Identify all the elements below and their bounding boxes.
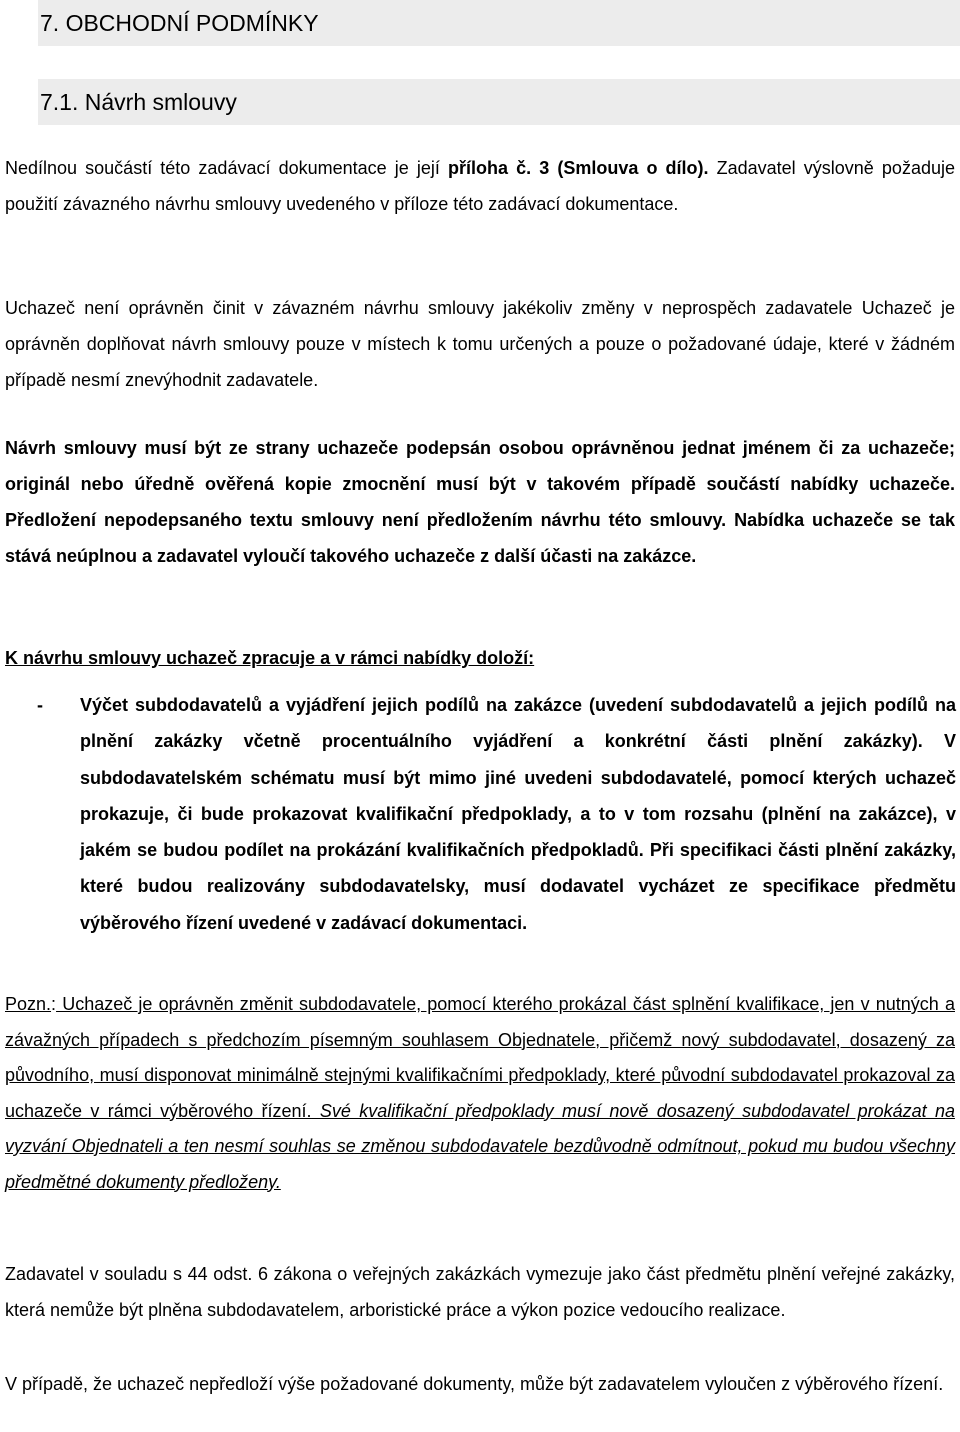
section-heading xyxy=(38,0,960,46)
para1-text-b: Zadavatel výslovně požaduje použití závazného návrhu smlouvy uvedeného v příloze této zadávací dokumentace. xyxy=(5,158,955,214)
note-text-a: Uchazeč je oprávněn změnit subdodavatele, pomocí kterého prokázal část splnění kvalifikace, jen v nutných a závažných případech s předchozím písemným souhlasem Objednatele, přičemž nový subdodavatel, dosazený za původního, musí disponovat minimálně stejnými kvalifikačními předpoklady, které původní subdodavatel prokazoval za uchazeče v rámci výběrového řízení. xyxy=(5,994,955,1121)
para6-text: Zadavatel v souladu s 44 odst. 6 zákona o veřejných zakázkách vymezuje jako část předmětu plnění veřejné zakázky, která nemůže být plněna subdodavatelem, arboristické práce a výkon pozice vedoucího realizace. xyxy=(5,1264,955,1320)
section-heading-text: 7. OBCHODNÍ PODMÍNKY xyxy=(40,9,319,36)
para1-text-a: Nedílnou součástí této zadávací dokumentace je její xyxy=(5,158,448,178)
paragraph-scope-restriction xyxy=(5,1256,955,1328)
para4-text: K návrhu smlouvy uchazeč zpracuje a v rámci nabídky doloží: xyxy=(5,648,535,668)
note-text-b: Své kvalifikační předpoklady musí nově dosazený subdodavatel prokázat na vyzvání Objednateli a ten nesmí souhlas se změnou subdodavatele bezdůvodně odmítnout, pokud mu budou všechny předmětné dokumenty předloženy. xyxy=(5,1100,955,1192)
subsection-heading xyxy=(38,79,960,125)
para2-text: Uchazeč není oprávněn činit v závazném návrhu smlouvy jakékoliv změny v neprospěch zadavatele Uchazeč je oprávněn doplňovat návrh smlouvy pouze v místech k tomu určených a pouze o požadované údaje, které v žádném případě nesmí znevýhodnit zadavatele. xyxy=(5,298,955,390)
paragraph-note xyxy=(5,987,955,1200)
para3-text: Návrh smlouvy musí být ze strany uchazeče podepsán osobou oprávněnou jednat jménem či za uchazeče; originál nebo úředně ověřená kopie zmocnění musí být v takovém případě součástí nabídky uchazeče. Předložení nepodepsaného textu smlouvy není předložením návrhu této smlouvy. Nabídka uchazeče se tak stává neúplnou a zadavatel vyloučí takového uchazeče z další účasti na zakázce. xyxy=(5,438,955,566)
paragraph-no-changes xyxy=(5,290,955,398)
paragraph-contract-annex xyxy=(5,150,955,222)
note-colon: : xyxy=(51,994,57,1014)
para7-text: V případě, že uchazeč nepředloží výše požadované dokumenty, může být zadavatelem vyloučen z výběrového řízení. xyxy=(5,1374,944,1394)
para1-annex-reference: příloha č. 3 (Smlouva o dílo). xyxy=(447,158,709,178)
paragraph-submission-list-heading xyxy=(5,640,955,676)
paragraph-exclusion xyxy=(5,1366,955,1402)
note-label: Pozn. xyxy=(5,994,52,1014)
list-dash: - xyxy=(37,695,43,715)
subsection-heading-text: 7.1. Návrh smlouvy xyxy=(40,88,237,115)
list-item-text: Výčet subdodavatelů a vyjádření jejich podílů na zakázce (uvedení subdodavatelů a jejich podílů na plnění zakázky včetně procentuálního vyjádření a konkrétní části plnění zakázky). V subdodavatelském schématu musí být mimo jiné uvedeni subdodavatelé, pomocí kterých uchazeč prokazuje, či bude prokazovat kvalifikační předpoklady, a to v tom rozsahu (plnění na zakázce), v jakém se budou podílet na prokázání kvalifikačních předpokladů. Při specifikaci části plnění zakázky, které budou realizovány subdodavatelsky, musí dodavatel vycházet ze specifikace předmětu výběrového řízení uvedené v zadávací dokumentaci. xyxy=(80,695,956,933)
paragraph-signature-requirement xyxy=(5,430,955,574)
